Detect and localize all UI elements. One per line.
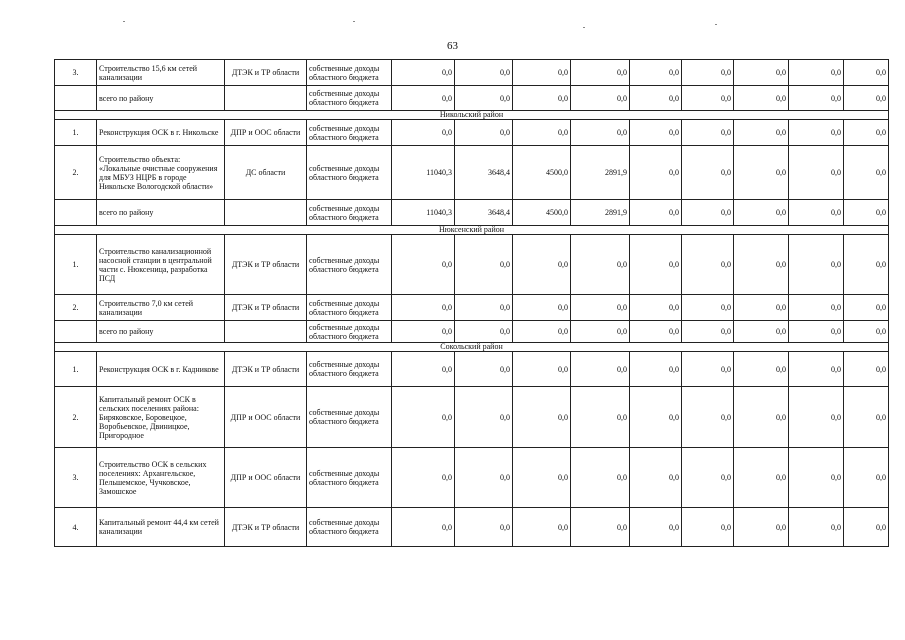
responsible-agency: ДС области (225, 146, 307, 200)
value-cell: 0,0 (392, 295, 455, 321)
value-cell: 0,0 (844, 508, 889, 547)
project-name: всего по району (97, 321, 225, 343)
value-cell: 0,0 (630, 200, 682, 226)
project-name: Строительство канализационной насосной станции в центральной части с. Нюксеница, разработка ПСД (97, 235, 225, 295)
row-number: 3. (55, 60, 97, 86)
value-cell: 0,0 (682, 508, 734, 547)
value-cell: 0,0 (789, 86, 844, 111)
row-number: 1. (55, 120, 97, 146)
value-cell: 0,0 (682, 295, 734, 321)
value-cell: 0,0 (734, 235, 789, 295)
value-cell: 0,0 (392, 235, 455, 295)
table-row (55, 448, 889, 508)
funding-source: собственные доходы областного бюджета (307, 295, 392, 321)
value-cell: 0,0 (789, 448, 844, 508)
value-cell: 0,0 (455, 235, 513, 295)
value-cell: 0,0 (513, 508, 571, 547)
value-cell: 0,0 (513, 352, 571, 387)
value-cell: 0,0 (682, 352, 734, 387)
row-number: 2. (55, 387, 97, 448)
value-cell: 0,0 (682, 321, 734, 343)
project-name: всего по району (97, 86, 225, 111)
row-number: 4. (55, 508, 97, 547)
value-cell: 0,0 (571, 295, 630, 321)
value-cell: 0,0 (513, 448, 571, 508)
district-title: Никольский район (55, 111, 889, 120)
value-cell: 0,0 (630, 387, 682, 448)
funding-source: собственные доходы областного бюджета (307, 235, 392, 295)
value-cell: 0,0 (682, 200, 734, 226)
value-cell: 0,0 (455, 295, 513, 321)
value-cell: 0,0 (392, 86, 455, 111)
value-cell: 0,0 (455, 86, 513, 111)
project-name: Строительство 15,6 км сетей канализации (97, 60, 225, 86)
value-cell: 0,0 (734, 120, 789, 146)
project-name: Строительство 7,0 км сетей канализации (97, 295, 225, 321)
value-cell: 0,0 (734, 60, 789, 86)
value-cell: 0,0 (734, 146, 789, 200)
row-number (55, 200, 97, 226)
project-name: Капитальный ремонт ОСК в сельских поселениях района: Биряковское, Боровецкое, Воробьевское, Двиницкое, Пригородное (97, 387, 225, 448)
row-number: 1. (55, 352, 97, 387)
table-row (55, 60, 889, 86)
value-cell: 0,0 (789, 235, 844, 295)
value-cell: 0,0 (789, 321, 844, 343)
responsible-agency: ДПР и ООС области (225, 387, 307, 448)
value-cell: 0,0 (513, 86, 571, 111)
value-cell: 0,0 (789, 352, 844, 387)
responsible-agency: ДТЭК и ТР области (225, 235, 307, 295)
value-cell: 2891,9 (571, 146, 630, 200)
value-cell: 0,0 (844, 60, 889, 86)
value-cell: 0,0 (844, 86, 889, 111)
value-cell: 0,0 (734, 200, 789, 226)
value-cell: 4500,0 (513, 200, 571, 226)
row-number (55, 321, 97, 343)
value-cell: 0,0 (734, 508, 789, 547)
value-cell: 0,0 (392, 60, 455, 86)
funding-source: собственные доходы областного бюджета (307, 448, 392, 508)
value-cell: 0,0 (571, 321, 630, 343)
responsible-agency: ДТЭК и ТР области (225, 508, 307, 547)
value-cell: 0,0 (392, 352, 455, 387)
value-cell: 0,0 (734, 86, 789, 111)
row-number: 3. (55, 448, 97, 508)
value-cell: 0,0 (571, 352, 630, 387)
responsible-agency (225, 321, 307, 343)
funding-source: собственные доходы областного бюджета (307, 352, 392, 387)
table-row (55, 295, 889, 321)
district-title: Сокольский район (55, 343, 889, 352)
value-cell: 0,0 (844, 295, 889, 321)
value-cell: 0,0 (682, 235, 734, 295)
value-cell: 0,0 (513, 295, 571, 321)
value-cell: 0,0 (844, 387, 889, 448)
value-cell: 0,0 (392, 387, 455, 448)
responsible-agency: ДПР и ООС области (225, 120, 307, 146)
value-cell: 0,0 (789, 295, 844, 321)
value-cell: 0,0 (455, 60, 513, 86)
district-title: Нюксенский район (55, 226, 889, 235)
responsible-agency: ДПР и ООС области (225, 448, 307, 508)
value-cell: 0,0 (844, 321, 889, 343)
value-cell: 0,0 (630, 146, 682, 200)
value-cell: 0,0 (392, 120, 455, 146)
value-cell: 0,0 (682, 448, 734, 508)
value-cell: 0,0 (455, 508, 513, 547)
scan-speck (583, 27, 585, 28)
value-cell: 0,0 (513, 387, 571, 448)
table-row (55, 508, 889, 547)
value-cell: 0,0 (513, 321, 571, 343)
page-number: 63 (447, 40, 458, 52)
value-cell: 0,0 (789, 60, 844, 86)
value-cell: 11040,3 (392, 146, 455, 200)
value-cell: 0,0 (844, 200, 889, 226)
funding-source: собственные доходы областного бюджета (307, 508, 392, 547)
value-cell: 0,0 (630, 508, 682, 547)
row-number: 2. (55, 146, 97, 200)
value-cell: 0,0 (571, 120, 630, 146)
value-cell: 0,0 (455, 448, 513, 508)
value-cell: 0,0 (844, 235, 889, 295)
value-cell: 2891,9 (571, 200, 630, 226)
value-cell: 0,0 (392, 448, 455, 508)
district-header-row (55, 226, 889, 235)
value-cell: 0,0 (789, 387, 844, 448)
value-cell: 0,0 (844, 120, 889, 146)
funding-source: собственные доходы областного бюджета (307, 86, 392, 111)
table-row (55, 146, 889, 200)
value-cell: 0,0 (571, 387, 630, 448)
value-cell: 0,0 (392, 508, 455, 547)
value-cell: 0,0 (682, 146, 734, 200)
value-cell: 0,0 (734, 387, 789, 448)
value-cell: 0,0 (571, 448, 630, 508)
value-cell: 0,0 (571, 508, 630, 547)
value-cell: 0,0 (682, 60, 734, 86)
project-name: Строительство объекта: «Локальные очистные сооружения для МБУЗ НЦРБ в городе Никольске Вологодской области» (97, 146, 225, 200)
row-number (55, 86, 97, 111)
value-cell: 0,0 (630, 295, 682, 321)
responsible-agency: ДТЭК и ТР области (225, 60, 307, 86)
budget-table (54, 59, 889, 547)
funding-source: собственные доходы областного бюджета (307, 120, 392, 146)
value-cell: 0,0 (571, 235, 630, 295)
value-cell: 3648,4 (455, 200, 513, 226)
funding-source: собственные доходы областного бюджета (307, 387, 392, 448)
row-number: 2. (55, 295, 97, 321)
value-cell: 0,0 (392, 321, 455, 343)
value-cell: 0,0 (789, 120, 844, 146)
value-cell: 0,0 (630, 60, 682, 86)
project-name: Капитальный ремонт 44,4 км сетей канализации (97, 508, 225, 547)
table-row (55, 235, 889, 295)
district-total-row (55, 86, 889, 111)
value-cell: 0,0 (630, 120, 682, 146)
value-cell: 0,0 (630, 352, 682, 387)
value-cell: 0,0 (630, 448, 682, 508)
value-cell: 0,0 (789, 508, 844, 547)
table-row (55, 120, 889, 146)
funding-source: собственные доходы областного бюджета (307, 200, 392, 226)
value-cell: 0,0 (513, 235, 571, 295)
value-cell: 0,0 (682, 387, 734, 448)
value-cell: 0,0 (513, 120, 571, 146)
value-cell: 0,0 (844, 146, 889, 200)
value-cell: 0,0 (789, 146, 844, 200)
value-cell: 0,0 (682, 120, 734, 146)
value-cell: 0,0 (734, 448, 789, 508)
value-cell: 0,0 (455, 352, 513, 387)
value-cell: 0,0 (734, 352, 789, 387)
value-cell: 0,0 (789, 200, 844, 226)
value-cell: 11040,3 (392, 200, 455, 226)
responsible-agency: ДТЭК и ТР области (225, 295, 307, 321)
responsible-agency: ДТЭК и ТР области (225, 352, 307, 387)
value-cell: 0,0 (682, 86, 734, 111)
scan-speck (715, 24, 717, 25)
funding-source: собственные доходы областного бюджета (307, 60, 392, 86)
value-cell: 4500,0 (513, 146, 571, 200)
funding-source: собственные доходы областного бюджета (307, 321, 392, 343)
district-header-row (55, 343, 889, 352)
project-name: Реконструкция ОСК в г. Никольске (97, 120, 225, 146)
project-name: всего по району (97, 200, 225, 226)
district-total-row (55, 321, 889, 343)
row-number: 1. (55, 235, 97, 295)
value-cell: 0,0 (455, 120, 513, 146)
value-cell: 3648,4 (455, 146, 513, 200)
value-cell: 0,0 (513, 60, 571, 86)
value-cell: 0,0 (844, 352, 889, 387)
district-header-row (55, 111, 889, 120)
value-cell: 0,0 (455, 387, 513, 448)
project-name: Строительство ОСК в сельских поселениях: Архангельское, Пельшемское, Чучковское, Замошское (97, 448, 225, 508)
value-cell: 0,0 (630, 321, 682, 343)
value-cell: 0,0 (571, 86, 630, 111)
responsible-agency (225, 200, 307, 226)
value-cell: 0,0 (630, 86, 682, 111)
scan-speck (123, 21, 125, 22)
district-total-row (55, 200, 889, 226)
table-row (55, 387, 889, 448)
scan-speck (353, 21, 355, 22)
responsible-agency (225, 86, 307, 111)
value-cell: 0,0 (734, 321, 789, 343)
value-cell: 0,0 (571, 60, 630, 86)
value-cell: 0,0 (734, 295, 789, 321)
table-row (55, 352, 889, 387)
value-cell: 0,0 (844, 448, 889, 508)
value-cell: 0,0 (630, 235, 682, 295)
funding-source: собственные доходы областного бюджета (307, 146, 392, 200)
project-name: Реконструкция ОСК в г. Кадникове (97, 352, 225, 387)
value-cell: 0,0 (455, 321, 513, 343)
